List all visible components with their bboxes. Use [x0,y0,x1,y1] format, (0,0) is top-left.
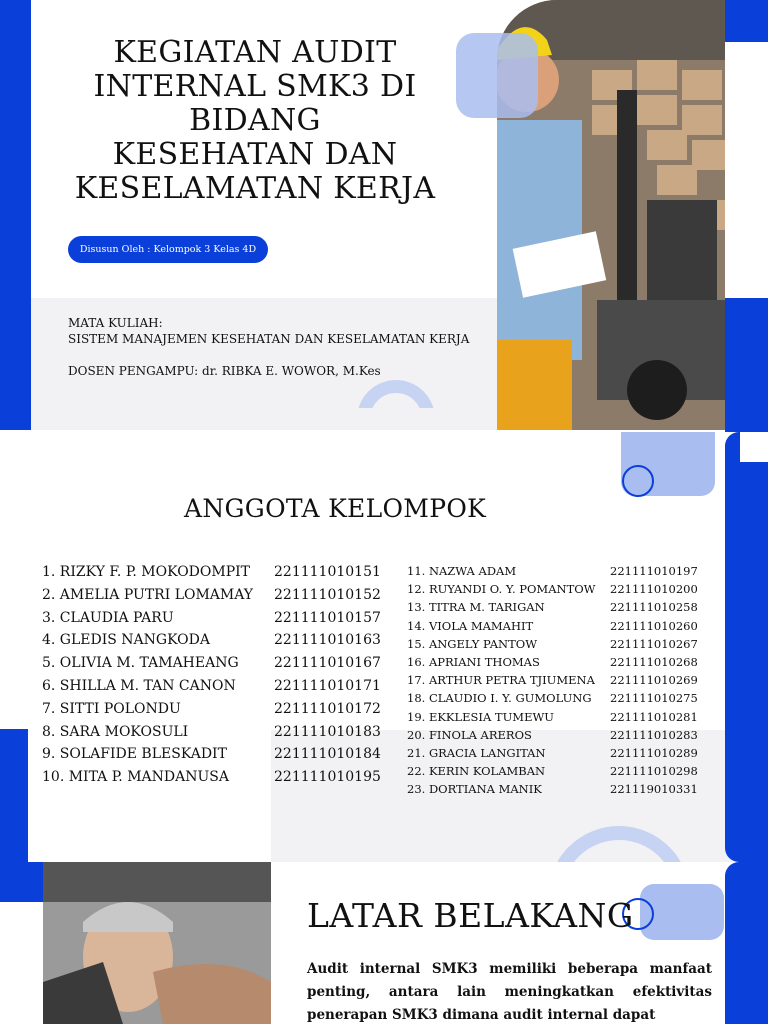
list-item [407,635,697,653]
course-label: MATA KULIAH: [68,316,163,330]
member-id: 221111010151 [274,564,381,580]
members-title: ANGGOTA KELOMPOK [184,494,487,523]
member-id: 221119010331 [610,782,698,797]
list-item [42,561,382,584]
member-name: 4. GLEDIS NANGKODA [42,632,210,649]
list-item [42,698,382,721]
member-name: 3. CLAUDIA PARU [42,609,174,626]
member-name: 10. MITA P. MANDANUSA [42,769,229,786]
list-item [407,671,697,689]
list-item [42,607,382,630]
person-illustration [43,862,271,1024]
slide-2-right-edge [740,432,768,462]
member-name: 7. SITTI POLONDU [42,700,181,717]
member-name: 12. RUYANDI O. Y. POMANTOW [407,582,596,597]
member-id: 221111010167 [274,655,381,672]
member-id: 221111010184 [274,746,381,763]
right-accent-bar-top [725,0,768,42]
right-accent-bar-2 [725,432,768,862]
decorative-rounded-square [456,33,538,118]
member-name: 16. APRIANI THOMAS [407,655,540,670]
members-list-left [42,561,382,789]
member-id: 221111010152 [274,586,381,603]
list-item [407,762,697,780]
member-name: 9. SOLAFIDE BLESKADIT [42,746,227,763]
list-item [407,562,697,580]
members-list-right [407,562,697,798]
title-line: KESELAMATAN KERJA [74,171,436,206]
member-name: 11. NAZWA ADAM [407,564,517,578]
member-name: 20. FINOLA AREROS [407,727,532,742]
list-item [407,780,697,798]
list-item [407,653,697,671]
member-name: 19. EKKLESIA TUMEWU [407,709,554,724]
member-name: 6. SHILLA M. TAN CANON [42,677,236,694]
member-name: 15. ANGELY PANTOW [407,636,538,651]
member-id: 221111010275 [610,691,698,706]
member-name: 17. ARTHUR PETRA TJIUMENA [407,673,595,688]
member-id: 221111010298 [610,764,698,779]
member-id: 221111010268 [610,655,698,670]
left-accent-bar-3 [0,862,43,902]
member-name: 8. SARA MOKOSULI [42,723,189,740]
slide-2 [0,432,768,862]
list-item [407,598,697,616]
lecturer-name: DOSEN PENGAMPU: dr. RIBKA E. WOWOR, M.Kes [68,364,381,378]
list-item [407,726,697,744]
list-item [42,675,382,698]
decorative-small-ring [622,465,654,497]
slide-3 [0,862,768,1024]
author-pill: Disusun Oleh : Kelompok 3 Kelas 4D [68,236,268,263]
title-line: INTERNAL SMK3 DI [93,69,417,104]
member-name: 21. GRACIA LANGITAN [407,746,546,761]
member-name: 22. KERIN KOLAMBAN [407,764,546,779]
member-id: 221111010172 [274,700,381,717]
list-item [407,744,697,762]
right-accent-bar-bottom [725,298,768,432]
list-item [407,580,697,598]
member-id: 221111010260 [610,618,698,633]
member-id: 221111010163 [274,632,381,649]
member-name: 23. DORTIANA MANIK [407,782,542,797]
slide-1 [0,0,768,432]
title-line: BIDANG [189,103,321,138]
member-name: 13. TITRA M. TARIGAN [407,600,545,615]
list-item [407,689,697,707]
list-item [407,617,697,635]
presentation-title [70,36,440,206]
list-item [42,721,382,744]
member-id: 221111010281 [610,709,698,724]
title-line: KEGIATAN AUDIT [113,35,397,70]
member-name: 2. AMELIA PUTRI LOMAMAY [42,586,254,603]
member-id: 221111010171 [274,677,381,694]
member-id: 221111010157 [274,609,381,626]
right-accent-bar-3 [725,862,768,1024]
member-id: 221111010269 [610,673,698,688]
member-id: 221111010283 [610,727,698,742]
member-id: 221111010289 [610,746,698,761]
list-item [42,766,382,789]
left-accent-bar-2 [0,729,28,862]
course-name: SISTEM MANAJEMEN KESEHATAN DAN KESELAMATAN KERJA [68,332,470,346]
list-item [42,629,382,652]
member-id: 221111010183 [274,723,381,740]
list-item [42,652,382,675]
member-id: 221111010197 [610,564,698,578]
list-item [42,743,382,766]
title-line: KESEHATAN DAN [112,137,398,172]
member-name: 1. RIZKY F. P. MOKODOMPIT [42,564,250,580]
background-photo-person [43,862,271,1024]
member-name: 14. VIOLA MAMAHIT [407,618,534,633]
list-item [407,708,697,726]
member-name: 5. OLIVIA M. TAMAHEANG [42,655,239,672]
background-title: LATAR BELAKANG [307,896,634,935]
member-name: 18. CLAUDIO I. Y. GUMOLUNG [407,691,592,706]
member-id: 221111010195 [274,769,381,786]
member-id: 221111010200 [610,582,698,597]
member-id: 221111010267 [610,636,698,651]
member-id: 221111010258 [610,600,698,615]
background-body-text: Audit internal SMK3 memiliki beberapa manfaat penting, antara lain meningkatkan efektivitas penerapan SMK3 dimana audit internal dapat [307,961,712,1023]
list-item [42,584,382,607]
